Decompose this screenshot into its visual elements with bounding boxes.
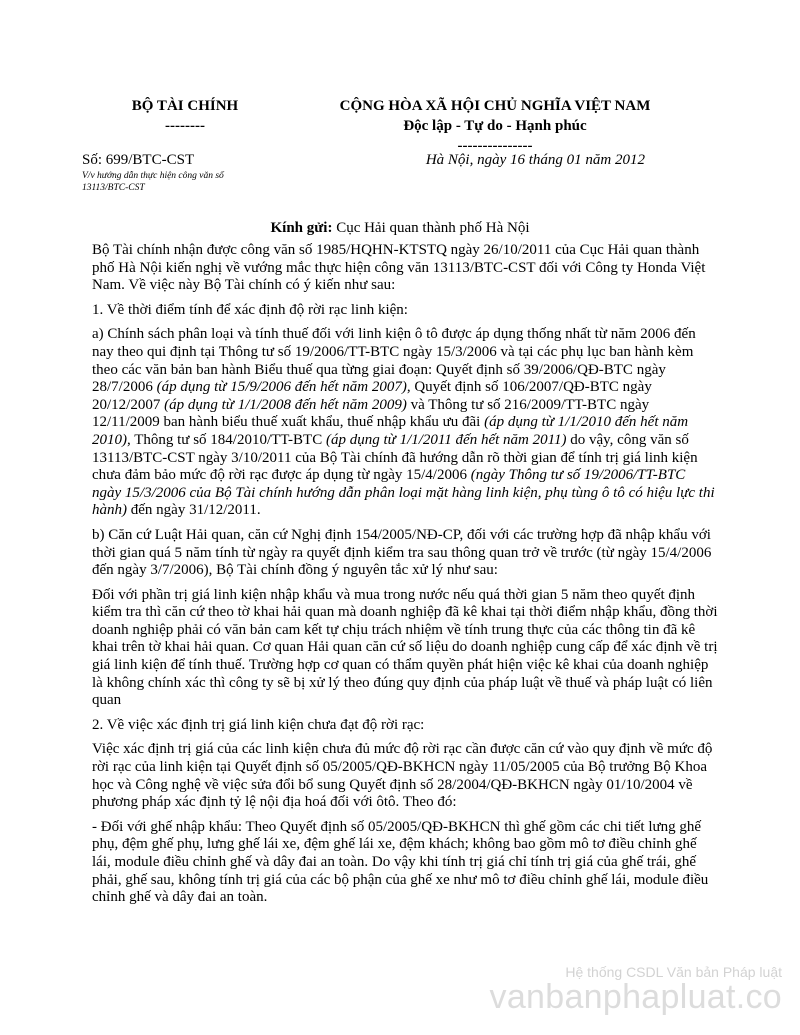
paragraph-3: - Đối với ghế nhập khẩu: Theo Quyết định số 05/2005/QĐ-BKHCN thì ghế gồm các chi tiết lưng ghế phụ, đệm ghế phụ, lưng ghế lái xe, đệm ghế lái xe, đệm khách; không bao gồm mô tơ điều chỉnh ghế lái, module điều chỉnh ghế và dây đai an toàn. Do vậy khi tính trị giá chỉ tính trị giá của ghế trái, ghế phải, ghế sau, không tính trị giá của các bộ phận của ghế xe như mô tơ điều chỉnh ghế lái, module điều chỉnh ghế và dây đai an toàn.: [92, 818, 709, 906]
watermark-line-1: Hệ thống CSDL Văn bản Pháp luật: [565, 964, 782, 980]
nation-name: CỘNG HÒA XÃ HỘI CHỦ NGHĨA VIỆT NAM: [339, 98, 651, 114]
document-meta: [82, 151, 722, 194]
nation-header: [270, 96, 720, 156]
intro-paragraph: Bộ Tài chính nhận được công văn số 1985/HQHN-KTSTQ ngày 26/10/2011 của Cục Hải quan thành phố Hà Nội kiến nghị về vướng mắc thực hiện công văn 13113/BTC-CST đối với Công ty Honda Việt Nam. Về việc này Bộ Tài chính có ý kiến như sau:: [92, 242, 706, 294]
paragraph-a-italic-5: (ngày Thông tư số 19/2006/TT-BTC ngày 15/3/2006 của Bộ Tài chính hướng dẫn phân loại mặt hàng linh kiện, phụ tùng ô tô có hiệu lực thi hành): [92, 467, 715, 519]
document-number: Số: 699/BTC-CST: [82, 152, 195, 168]
paragraph-a-text-6: đến ngày 31/12/2011.: [127, 502, 261, 519]
paragraph-a-italic-3: (áp dụng từ 1/1/2010 đến hết năm 2010): [92, 414, 689, 448]
paragraph-a-italic-1: (áp dụng từ 15/9/2006 đến hết năm 2007): [156, 379, 407, 396]
paragraph-a-italic-4: (áp dụng từ 1/1/2011 đến hết năm 2011): [325, 431, 567, 448]
paragraph-a-text-3: và Thông tư số 216/2009/TT-BTC ngày 12/11/2009 ban hành biểu thuế xuất khẩu, thuế nhập khẩu ưu đãi: [92, 396, 650, 431]
document-date: Hà Nội, ngày 16 tháng 01 năm 2012: [425, 152, 645, 168]
motto: Độc lập - Tự do - Hạnh phúc: [403, 118, 587, 134]
document-body: [92, 242, 718, 914]
paragraph-2: Việc xác định trị giá của các linh kiện chưa đủ mức độ rời rạc cần được căn cứ vào quy định về mức độ rời rạc của linh kiện tại Quyết định số 05/2005/QĐ-BKHCN ngày 11/05/2005 của Bộ trưởng Bộ Khoa học và Công nghệ về việc sửa đổi bổ sung Quyết định số 28/2004/QĐ-BKHCN ngày 01/10/2004 về phương pháp xác định tỷ lệ nội địa hoá đối với ôtô. Theo đó:: [92, 741, 713, 811]
paragraph-a-text-4: , Thông tư số 184/2010/TT-BTC: [127, 431, 326, 448]
paragraph-a-text-2: , Quyết định số 106/2007/QĐ-BTC ngày 20/12/2007: [92, 379, 652, 413]
greeting: [0, 218, 800, 238]
paragraph-a-italic-2: (áp dụng từ 1/1/2008 đến hết năm 2009): [164, 396, 407, 413]
paragraph-a: [92, 326, 718, 520]
agency-header: [100, 96, 270, 136]
agency-rule: --------: [165, 118, 205, 134]
paragraph-b-detail: Đối với phần trị giá linh kiện nhập khẩu và mua trong nước nếu quá thời gian 5 năm theo quyết định kiểm tra thì căn cứ theo tờ khai hải quan mà doanh nghiệp đã kê khai tại thời điểm nhập khẩu, đồng thời doanh nghiệp phải có văn bản cam kết tự chịu trách nhiệm về tính trung thực của các thông tin đã kê khai trên tờ khai hải quan. Cơ quan Hải quan căn cứ số liệu do doanh nghiệp cung cấp để xác định về trị giá linh kiện để tính thuế. Trường hợp cơ quan có thẩm quyền phát hiện việc kê khai của doanh nghiệp là không chính xác thì công ty sẽ bị xử lý theo đúng quy định của pháp luật về thuế và pháp luật có liên quan: [92, 586, 718, 709]
paragraph-b: b) Căn cứ Luật Hải quan, căn cứ Nghị định 154/2005/NĐ-CP, đối với các trường hợp đã nhập khẩu với thời gian quá 5 năm tính từ ngày ra quyết định kiểm tra sau thông quan trở về trước (từ ngày 15/4/2006 đến ngày 3/7/2006), Bộ Tài chính đồng ý nguyên tắc xử lý như sau:: [92, 526, 712, 579]
motto-rule: ---------------: [457, 138, 533, 154]
agency-name: BỘ TÀI CHÍNH: [131, 98, 239, 114]
greeting-recipient: Cục Hải quan thành phố Hà Nội: [332, 220, 530, 236]
paragraph-a-text-1: a) Chính sách phân loại và tính thuế đối với linh kiện ô tô được áp dụng thống nhất từ năm 2006 đến nay theo qui định tại Thông tư số 19/2006/TT-BTC ngày 15/3/2006 và tại các phụ lục ban hành kèm theo các văn bản ban hành Biểu thuế qua từng giai đoạn: Quyết định số 39/2006/QĐ-BTC ngày 28/7/2006: [92, 326, 696, 396]
section-1-heading: 1. Về thời điểm tính để xác định độ rời rạc linh kiện:: [92, 301, 408, 318]
paragraph-a-text-5: do vậy, công văn số 13113/BTC-CST ngày 3/10/2011 của Bộ Tài chính đã hướng dẫn rõ thời gian để tính trị giá linh kiện chưa đảm bảo mức độ rời rạc được áp dụng từ ngày 15/4/2006: [92, 431, 698, 484]
greeting-label: Kính gửi:: [270, 220, 333, 236]
section-2-heading: 2. Về việc xác định trị giá linh kiện chưa đạt độ rời rạc:: [92, 716, 425, 733]
document-subject: V/v hướng dẫn thực hiện công văn số 13113/BTC-CST: [82, 171, 224, 193]
watermark-line-2: vanbanphapluat.co: [489, 978, 782, 1016]
